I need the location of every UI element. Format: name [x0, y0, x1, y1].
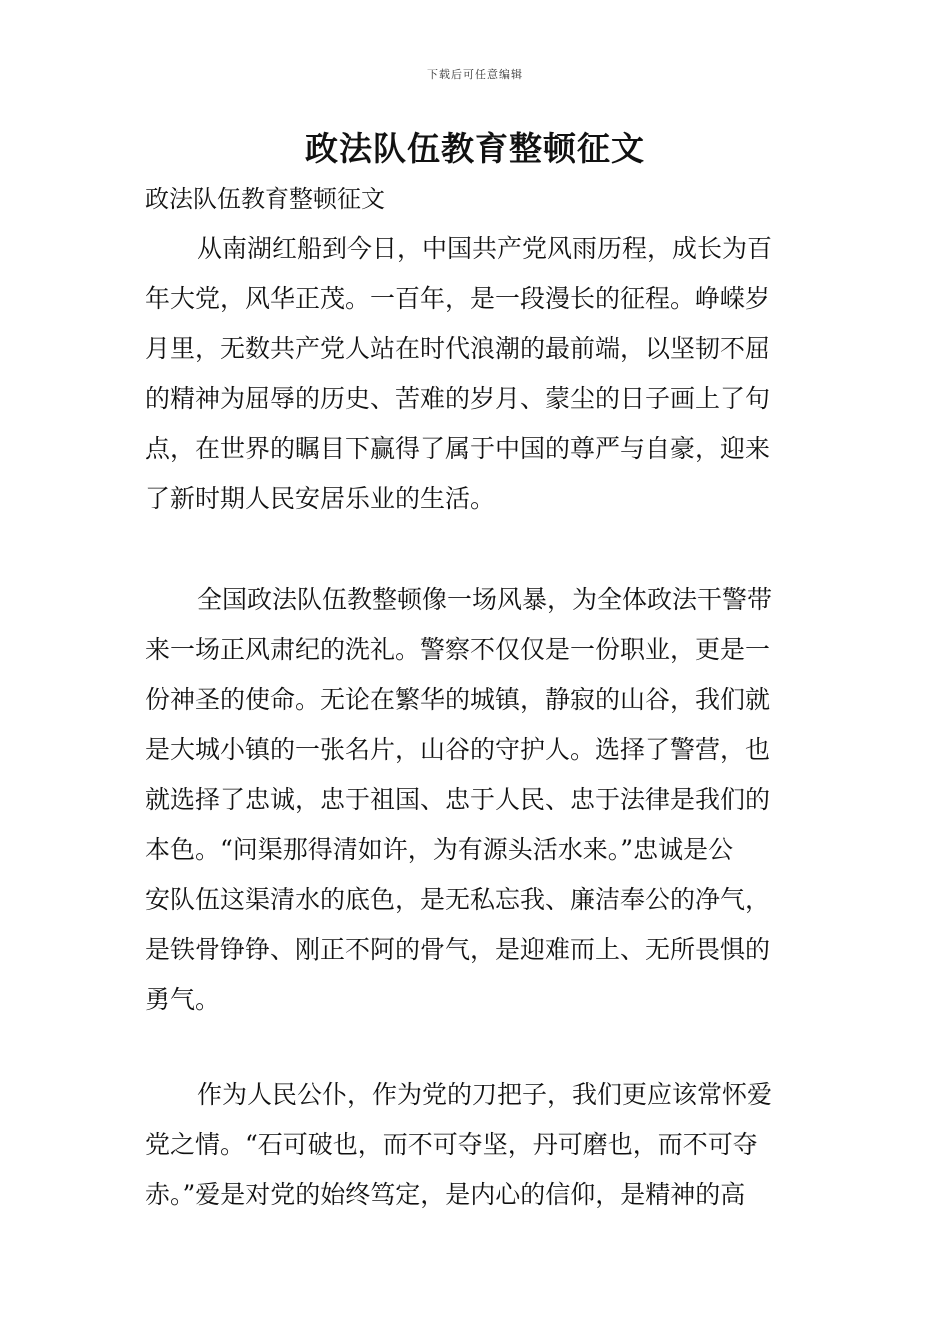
paragraph-1 — [145, 224, 808, 524]
paragraph-line: 就选择了忠诚，忠于祖国、忠于人民、忠于法律是我们的 — [145, 785, 771, 814]
header-note: 下载后可任意编辑 — [427, 68, 523, 81]
paragraph-line: 党之情。“石可破也，而不可夺坚，丹可磨也，而不可夺 — [145, 1130, 758, 1159]
paragraph-line: 作为人民公仆，作为党的刀把子，我们更应该常怀爱 — [197, 1080, 773, 1109]
paragraph-line: 是铁骨铮铮、刚正不阿的骨气，是迎难而上、无所畏惧的 — [145, 935, 771, 964]
paragraph-line: 赤。”爱是对党的始终笃定，是内心的信仰，是精神的高 — [145, 1180, 746, 1209]
paragraph-line: 来一场正风肃纪的洗礼。警察不仅仅是一份职业，更是一 — [145, 635, 771, 664]
paragraph-2 — [145, 575, 808, 1025]
paragraph-line: 全国政法队伍教整顿像一场风暴，为全体政法干警带 — [197, 585, 773, 614]
document-title: 政法队伍教育整顿征文 — [305, 129, 645, 168]
paragraph-3 — [145, 1070, 808, 1220]
paragraph-line: 点，在世界的瞩目下赢得了属于中国的尊严与自豪，迎来 — [145, 434, 771, 463]
paragraph-line: 安队伍这渠清水的底色，是无私忘我、廉洁奉公的净气， — [145, 885, 771, 914]
paragraph-line: 的精神为屈辱的历史、苦难的岁月、蒙尘的日子画上了句 — [145, 384, 771, 413]
paragraph-line: 是大城小镇的一张名片，山谷的守护人。选择了警营，也 — [145, 735, 771, 764]
paragraph-line: 份神圣的使命。无论在繁华的城镇，静寂的山谷，我们就 — [145, 685, 771, 714]
paragraph-line: 从南湖红船到今日，中国共产党风雨历程，成长为百 — [197, 234, 773, 263]
paragraph-line: 月里，无数共产党人站在时代浪潮的最前端，以坚韧不屈 — [145, 334, 771, 363]
paragraph-line: 年大党，风华正茂。一百年，是一段漫长的征程。峥嵘岁 — [145, 284, 771, 313]
paragraph-line: 勇气。 — [145, 985, 221, 1014]
document-subtitle: 政法队伍教育整顿征文 — [145, 185, 385, 213]
paragraph-line: 了新时期人民安居乐业的生活。 — [145, 484, 496, 513]
paragraph-line: 本色。“问渠那得清如许，为有源头活水来。”忠诚是公 — [145, 835, 734, 864]
